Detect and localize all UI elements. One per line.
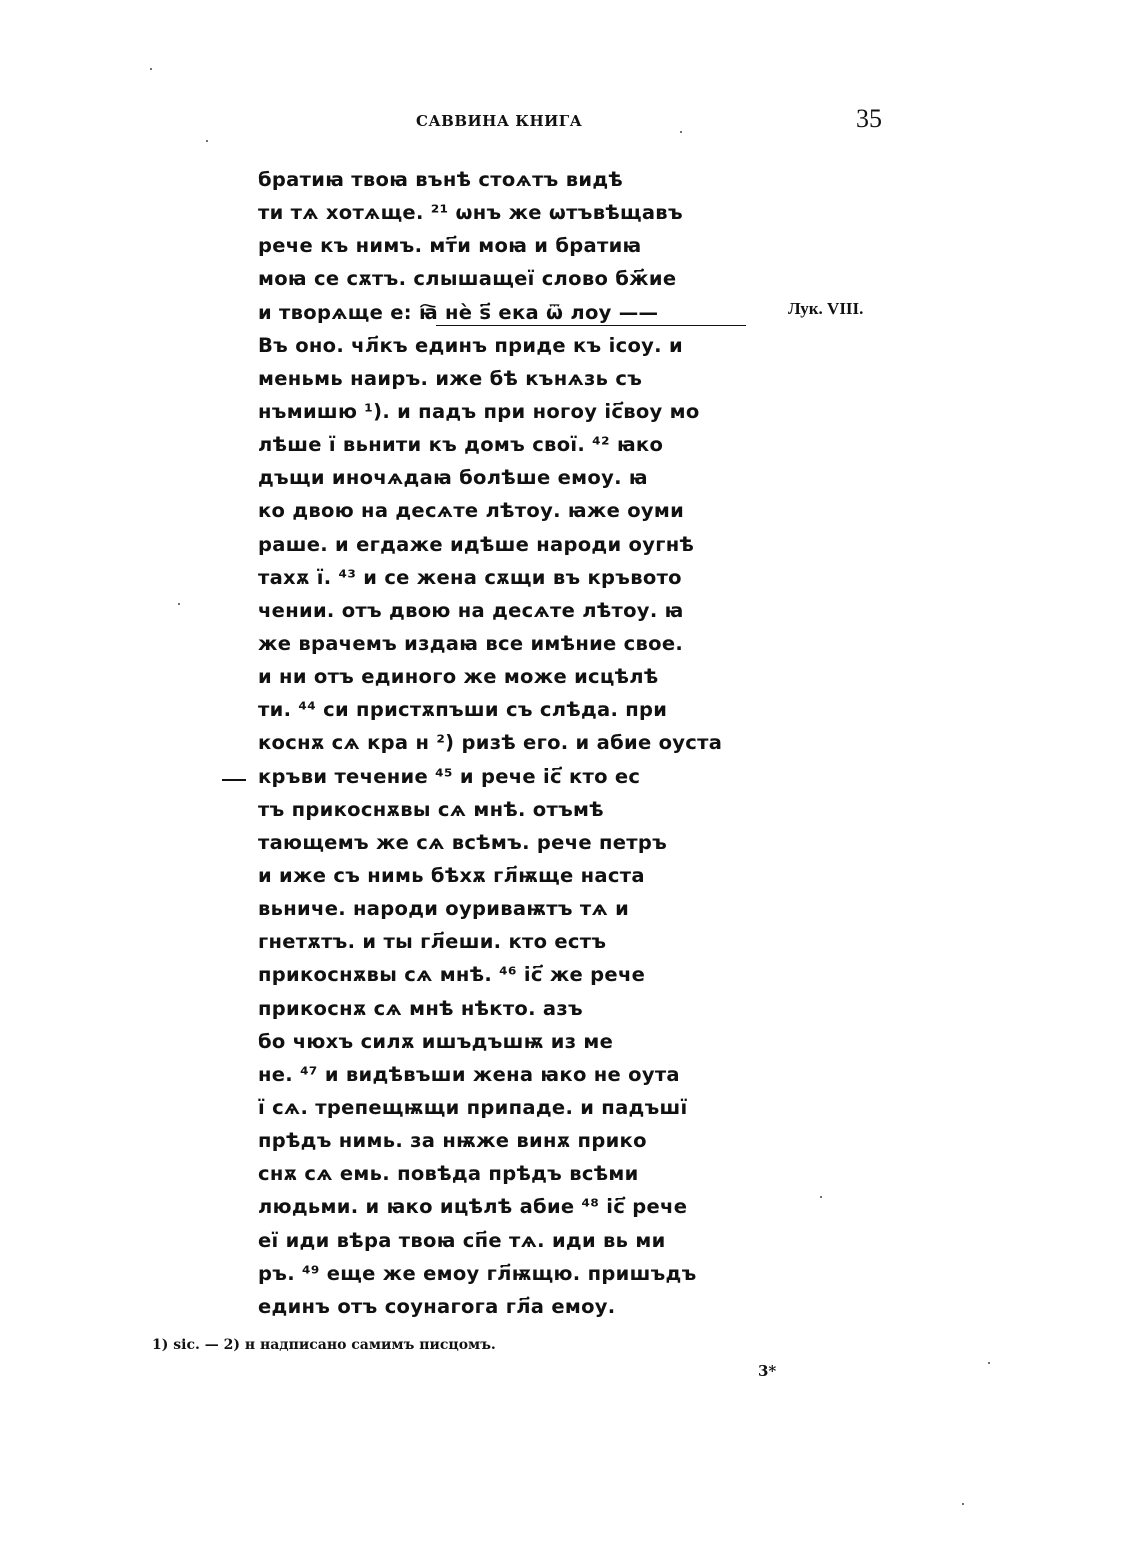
text-line: меньмь наиръ. иже бѣ кънѧзь съ (258, 366, 643, 390)
paper-speck (178, 603, 180, 605)
text-line: ї сѧ. трепещѭщи припаде. и падъшї (258, 1095, 688, 1119)
text-line: чении. отъ двою на десѧте лѣтоу. ꙗ (258, 598, 684, 622)
paper-speck (820, 1196, 822, 1198)
main-text-column (258, 163, 728, 1323)
page-number: 35 (856, 104, 882, 133)
text-line: лѣше ї вьнити къ домъ свої. ⁴² ꙗко (258, 433, 664, 457)
text-line: не. ⁴⁷ и видѣвъши жена ꙗко не оута (258, 1062, 680, 1086)
text-line: прикоснѫвы сѧ мнѣ. ⁴⁶ іс҃ же рече (258, 963, 646, 987)
text-line: вьниче. народи оуриваѭтъ тѧ и (258, 897, 630, 921)
paper-speck (988, 1362, 990, 1364)
text-line: тъ прикоснѫвы сѧ мнѣ. отъмѣ (258, 797, 604, 821)
running-title: САВВИНА КНИГА (416, 112, 583, 130)
text-line: братиꙗ твоꙗ вънѣ стоѧтъ видѣ (258, 168, 624, 191)
paper-speck (680, 131, 682, 133)
text-line: еї иди вѣра твоꙗ сп҃е тѧ. иди вь ми (258, 1228, 666, 1252)
text-line: и ни отъ единого же може исцѣлѣ (258, 665, 659, 689)
text-line: ръ. ⁴⁹ еще же емоу гл҃ѭщю. пришъдъ (258, 1261, 697, 1285)
text-line: моꙗ се сѫтъ. слышащеї слово бж҃ие (258, 267, 677, 291)
text-line: и творѧще е: ꙗ҇ нѐ ѕ҃ ека ѿ лоу —— (258, 300, 659, 324)
text-line: тахѫ ї. ⁴³ и се жена сѫщи въ кръвото (258, 565, 682, 589)
text-line: и иже съ нимь бѣхѫ гл҃ѭще наста (258, 863, 645, 887)
text-line: ти тѧ хотѧще. ²¹ ѡнъ же ѡтъвѣщавъ (258, 201, 683, 225)
text-line: нъмишю ¹). и падъ при ногоу іс҃воу мо (258, 399, 700, 423)
text-line: бо чюхъ силѫ ишъдъшѭ из ме (258, 1029, 614, 1053)
paper-speck (150, 68, 152, 70)
footnotes: 1) sic. — 2) н надписано самимъ писцомъ. (152, 1337, 496, 1353)
paper-speck (962, 1503, 964, 1505)
text-line: единъ отъ соунагога гл҃а емоу. (258, 1294, 616, 1318)
section-divider-rule (436, 325, 746, 326)
text-line: же врачемъ издаꙗ все имѣние свое. (258, 631, 684, 655)
signature-mark: 3* (758, 1362, 777, 1380)
text-line: Въ оно. чл҃къ единъ приде къ ісоу. и (258, 333, 683, 357)
margin-chapter-reference: Лук. VIII. (788, 299, 864, 318)
text-line: дъщи иночѧдаꙗ болѣше емоу. ꙗ (258, 466, 648, 490)
paper-speck (206, 140, 208, 142)
margin-dash-mark (222, 779, 246, 781)
text-line: гнетѫтъ. и ты гл҃еши. кто естъ (258, 930, 607, 954)
text-line: ко двою на десѧте лѣтоу. ꙗже оуми (258, 499, 685, 523)
text-line: рече къ нимъ. мт҃и моꙗ и братиꙗ (258, 234, 642, 258)
text-line: прикоснѫ сѧ мнѣ нѣкто. азъ (258, 996, 583, 1020)
text-line: ти. ⁴⁴ си пристѫпъши съ слѣда. при (258, 698, 668, 722)
text-line: снѫ сѧ емь. повѣда прѣдъ всѣми (258, 1162, 639, 1186)
text-line: прѣдъ нимь. за нѭже винѫ прико (258, 1129, 647, 1153)
text-line: тающемъ же сѧ всѣмъ. рече петръ (258, 830, 668, 854)
text-line: людьми. и ꙗко ицѣлѣ абие ⁴⁸ іс҃ рече (258, 1195, 688, 1219)
text-line: раше. и егдаже идѣше народи оугнѣ (258, 532, 695, 556)
text-line: коснѫ сѧ кра н ²) ризѣ его. и абие оуста (258, 731, 723, 755)
text-line: кръви течение ⁴⁵ и рече іс҃ кто ес (258, 764, 641, 788)
